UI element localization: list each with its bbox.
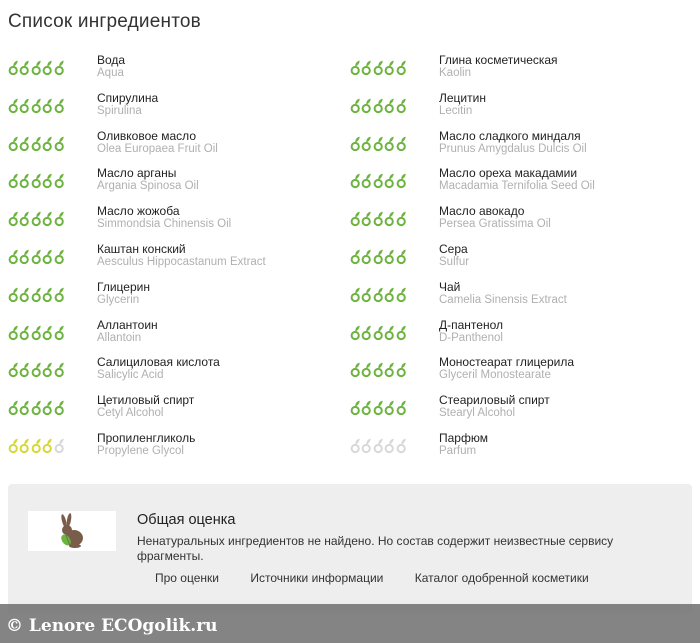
ingredient-rating (350, 60, 406, 76)
leaf-drop-icon (19, 400, 29, 416)
ingredient-rating (350, 211, 406, 227)
leaf-drop-icon (42, 60, 52, 76)
leaf-drop-icon (42, 362, 52, 378)
ingredient-row[interactable] (8, 390, 348, 428)
leaf-drop-icon (373, 249, 383, 265)
leaf-drop-icon (54, 211, 64, 227)
leaf-drop-icon (373, 98, 383, 114)
ingredient-row[interactable] (8, 88, 348, 126)
ingredient-rating (8, 60, 64, 76)
ingredient-name-latin: Persea Gratissima Oil (439, 218, 551, 231)
ingredient-names (97, 91, 158, 118)
summary-links (155, 571, 617, 585)
about-ratings-link[interactable]: Про оценки (155, 571, 219, 585)
leaf-drop-icon (54, 136, 64, 152)
leaf-drop-icon (361, 211, 371, 227)
ingredient-rating (8, 249, 64, 265)
ingredient-name-latin: Simmondsia Chinensis Oil (97, 218, 232, 231)
page-title: Список ингредиентов (8, 11, 201, 32)
leaf-drop-icon (373, 438, 383, 454)
ingredient-name-latin: Kaolin (439, 67, 471, 79)
ingredient-names (97, 204, 231, 231)
leaf-drop-icon (361, 60, 371, 76)
approved-catalog-link[interactable]: Каталог одобренной косметики (414, 571, 589, 585)
leaf-drop-icon (8, 362, 18, 378)
leaf-drop-icon (350, 400, 360, 416)
leaf-drop-icon (384, 98, 394, 114)
ingredient-name-ru: Парфюм (439, 430, 488, 445)
ingredient-names (439, 431, 488, 458)
ingredient-rating (350, 325, 406, 341)
ingredient-name-ru: Масло сладкого миндаля (439, 128, 581, 143)
leaf-drop-icon (396, 249, 406, 265)
ingredient-names (97, 166, 199, 193)
leaf-drop-icon (8, 173, 18, 189)
leaf-drop-icon (373, 173, 383, 189)
leaf-drop-icon (396, 362, 406, 378)
ingredient-rating (8, 98, 64, 114)
ingredient-name-ru: Глина косметическая (439, 53, 558, 67)
ingredient-name-latin: Spirulina (97, 104, 142, 117)
leaf-drop-icon (8, 325, 18, 341)
ingredient-row[interactable] (8, 50, 348, 88)
leaf-drop-icon (42, 136, 52, 152)
overall-rating-text: Ненатуральных ингредиентов не найдено. Но состав содержит неизвестные сервису фрагменты. (137, 534, 614, 563)
leaf-drop-icon (54, 400, 64, 416)
leaf-drop-icon (31, 325, 41, 341)
ingredient-rating (350, 438, 406, 454)
ingredient-name-ru: Спирулина (97, 90, 159, 105)
leaf-drop-icon (42, 400, 52, 416)
leaf-drop-icon (31, 362, 41, 378)
leaf-drop-icon (361, 325, 371, 341)
leaf-drop-icon (42, 98, 52, 114)
leaf-drop-icon (361, 400, 371, 416)
ingredient-row[interactable] (350, 428, 690, 466)
leaf-drop-icon (396, 173, 406, 189)
ingredient-names (97, 318, 158, 345)
ingredient-rating (350, 362, 406, 378)
ingredient-names (97, 280, 150, 307)
leaf-drop-icon (54, 325, 64, 341)
leaf-drop-icon (361, 173, 371, 189)
ingredient-row[interactable] (350, 352, 690, 390)
leaf-drop-icon (350, 325, 360, 341)
ingredient-rating (8, 362, 64, 378)
leaf-drop-icon (384, 400, 394, 416)
hare-icon (28, 511, 116, 551)
ingredient-rating (350, 173, 406, 189)
ingredient-row[interactable] (350, 315, 690, 353)
ingredient-rating (8, 325, 64, 341)
ingredient-names (439, 166, 595, 193)
leaf-drop-icon (384, 136, 394, 152)
ingredient-name-latin: Parfum (439, 444, 477, 457)
ingredient-rating (8, 287, 64, 303)
ingredient-name-ru: Моностеарат глицерила (439, 355, 575, 370)
ingredient-name-latin: Argania Spinosa Oil (97, 180, 199, 193)
leaf-drop-icon (54, 438, 64, 454)
leaf-drop-icon (42, 249, 52, 265)
ingredient-row[interactable] (8, 239, 348, 277)
leaf-drop-icon (19, 173, 29, 189)
ingredient-name-latin: Olea Europaea Fruit Oil (97, 142, 218, 155)
ingredient-names (439, 318, 503, 345)
leaf-drop-icon (384, 362, 394, 378)
leaf-drop-icon (42, 287, 52, 303)
leaf-drop-icon (42, 325, 52, 341)
leaf-drop-icon (361, 438, 371, 454)
ingredient-names (439, 393, 550, 420)
ingredient-row[interactable] (350, 390, 690, 428)
leaf-drop-icon (350, 287, 360, 303)
ingredient-name-latin: Sulfur (439, 255, 470, 268)
leaf-drop-icon (384, 249, 394, 265)
leaf-drop-icon (396, 60, 406, 76)
ingredient-name-latin: Salicylic Acid (97, 369, 164, 382)
ingredient-name-latin: Stearyl Alcohol (439, 407, 516, 420)
ingredient-name-ru: Чай (439, 279, 461, 294)
leaf-drop-icon (384, 438, 394, 454)
ingredient-name-latin: D-Panthenol (439, 331, 503, 344)
overall-rating-title: Общая оценка (137, 512, 236, 528)
leaf-drop-icon (361, 249, 371, 265)
leaf-drop-icon (8, 98, 18, 114)
leaf-drop-icon (31, 136, 41, 152)
leaf-drop-icon (54, 60, 64, 76)
leaf-drop-icon (31, 60, 41, 76)
leaf-drop-icon (373, 362, 383, 378)
ingredient-rating (8, 136, 64, 152)
ingredient-name-latin: Aesculus Hippocastanum Extract (97, 255, 266, 268)
leaf-drop-icon (396, 325, 406, 341)
ingredient-names (439, 242, 469, 269)
leaf-drop-icon (361, 136, 371, 152)
leaf-drop-icon (350, 211, 360, 227)
ingredient-name-ru: Лецитин (439, 90, 486, 105)
ingredient-name-ru: Стеариловый спирт (439, 393, 550, 408)
leaf-drop-icon (19, 362, 29, 378)
ingredient-rating (8, 173, 64, 189)
hare-icon-graphic (54, 513, 90, 549)
leaf-drop-icon (396, 438, 406, 454)
ingredient-names (97, 355, 220, 382)
ingredient-name-ru: Масло арганы (97, 166, 177, 181)
leaf-drop-icon (31, 173, 41, 189)
ingredient-row[interactable] (8, 126, 348, 164)
ingredient-rating (8, 438, 64, 454)
ingredient-row[interactable] (350, 277, 690, 315)
leaf-drop-icon (384, 60, 394, 76)
ingredient-names (439, 53, 558, 80)
ingredient-row[interactable] (8, 163, 348, 201)
leaf-drop-icon (350, 60, 360, 76)
leaf-drop-icon (373, 400, 383, 416)
leaf-drop-icon (31, 438, 41, 454)
leaf-drop-icon (396, 136, 406, 152)
leaf-drop-icon (31, 400, 41, 416)
leaf-drop-icon (373, 287, 383, 303)
ingredient-name-latin: Allantoin (97, 331, 142, 344)
leaf-drop-icon (19, 60, 29, 76)
ingredient-row[interactable] (350, 50, 690, 88)
ingredient-name-ru: Аллантоин (97, 317, 158, 332)
ingredient-rating (350, 98, 406, 114)
ingredient-row[interactable] (8, 428, 348, 466)
ingredient-name-ru: Масло авокадо (439, 204, 525, 219)
info-sources-link[interactable]: Источники информации (250, 571, 384, 585)
leaf-drop-icon (31, 211, 41, 227)
leaf-drop-icon (361, 362, 371, 378)
leaf-drop-icon (19, 287, 29, 303)
ingredient-name-latin: Aqua (97, 67, 124, 79)
leaf-drop-icon (54, 362, 64, 378)
ingredient-row[interactable] (350, 163, 690, 201)
ingredient-rating (350, 136, 406, 152)
ingredient-names (439, 204, 551, 231)
ingredient-name-ru: Оливковое масло (97, 128, 196, 143)
leaf-drop-icon (8, 211, 18, 227)
leaf-drop-icon (396, 287, 406, 303)
leaf-drop-icon (54, 173, 64, 189)
leaf-drop-icon (384, 325, 394, 341)
ingredient-row[interactable] (350, 201, 690, 239)
leaf-drop-icon (31, 98, 41, 114)
leaf-drop-icon (42, 173, 52, 189)
ingredient-name-ru: Масло жожоба (97, 204, 180, 219)
ingredient-rating (8, 211, 64, 227)
ingredient-name-ru: Цетиловый спирт (97, 393, 195, 408)
ingredient-name-ru: Глицерин (97, 279, 150, 294)
leaf-drop-icon (361, 98, 371, 114)
leaf-drop-icon (373, 60, 383, 76)
ingredient-names (439, 129, 587, 156)
ingredient-row[interactable] (8, 315, 348, 353)
leaf-drop-icon (54, 287, 64, 303)
ingredient-rating (8, 400, 64, 416)
leaf-drop-icon (54, 98, 64, 114)
leaf-drop-icon (19, 438, 29, 454)
leaf-drop-icon (350, 98, 360, 114)
ingredient-names (439, 280, 567, 307)
ingredient-name-latin: Propylene Glycol (97, 444, 184, 457)
ingredient-names (439, 91, 486, 118)
leaf-drop-icon (350, 362, 360, 378)
leaf-drop-icon (31, 287, 41, 303)
leaf-drop-icon (8, 438, 18, 454)
leaf-drop-icon (8, 60, 18, 76)
ingredient-name-ru: Сера (439, 241, 468, 256)
ingredient-name-ru: Вода (97, 53, 126, 67)
ingredient-name-ru: Масло ореха макадамии (439, 166, 578, 181)
leaf-drop-icon (8, 136, 18, 152)
ingredient-column-left (8, 50, 348, 466)
ingredient-name-latin: Lecitin (439, 104, 473, 117)
ingredient-names (97, 53, 125, 80)
ingredient-rating (350, 400, 406, 416)
ingredient-names (97, 242, 266, 269)
leaf-drop-icon (8, 249, 18, 265)
ingredient-names (97, 129, 218, 156)
ingredient-row[interactable] (350, 126, 690, 164)
leaf-drop-icon (384, 287, 394, 303)
leaf-drop-icon (350, 173, 360, 189)
ingredient-names (97, 393, 194, 420)
ingredient-name-latin: Glycerin (97, 293, 140, 306)
leaf-drop-icon (373, 136, 383, 152)
leaf-drop-icon (396, 400, 406, 416)
leaf-drop-icon (19, 211, 29, 227)
overall-rating-panel (8, 484, 692, 614)
leaf-drop-icon (350, 438, 360, 454)
ingredient-name-ru: Д-пантенол (439, 317, 503, 332)
leaf-drop-icon (396, 211, 406, 227)
leaf-drop-icon (19, 249, 29, 265)
leaf-drop-icon (19, 136, 29, 152)
leaf-drop-icon (350, 136, 360, 152)
leaf-drop-icon (384, 211, 394, 227)
ingredient-name-ru: Салициловая кислота (97, 355, 220, 370)
ingredient-names (439, 355, 574, 382)
leaf-drop-icon (350, 249, 360, 265)
leaf-drop-icon (384, 173, 394, 189)
leaf-drop-icon (42, 211, 52, 227)
leaf-drop-icon (373, 325, 383, 341)
leaf-drop-icon (54, 249, 64, 265)
leaf-drop-icon (396, 98, 406, 114)
ingredient-row[interactable] (8, 277, 348, 315)
ingredient-column-right (350, 50, 690, 466)
ingredient-names (97, 431, 195, 458)
ingredient-row[interactable] (8, 352, 348, 390)
leaf-drop-icon (361, 287, 371, 303)
leaf-drop-icon (31, 249, 41, 265)
ingredient-rating (350, 287, 406, 303)
leaf-drop-icon (19, 325, 29, 341)
ingredient-row[interactable] (8, 201, 348, 239)
ingredient-rating (350, 249, 406, 265)
ingredient-name-latin: Macadamia Ternifolia Seed Oil (439, 180, 595, 193)
leaf-drop-icon (8, 400, 18, 416)
ingredient-name-latin: Prunus Amygdalus Dulcis Oil (439, 142, 587, 155)
ingredient-name-ru: Пропиленгликоль (97, 430, 196, 445)
ingredient-name-latin: Glyceril Monostearate (439, 369, 551, 382)
leaf-drop-icon (8, 287, 18, 303)
watermark: © Lenore ECOgolik.ru (6, 616, 218, 636)
leaf-drop-icon (373, 211, 383, 227)
ingredient-name-latin: Cetyl Alcohol (97, 407, 164, 420)
leaf-drop-icon (42, 438, 52, 454)
leaf-drop-icon (19, 98, 29, 114)
ingredient-name-latin: Camelia Sinensis Extract (439, 293, 567, 306)
ingredient-row[interactable] (350, 239, 690, 277)
ingredient-row[interactable] (350, 88, 690, 126)
ingredient-name-ru: Каштан конский (97, 241, 186, 256)
